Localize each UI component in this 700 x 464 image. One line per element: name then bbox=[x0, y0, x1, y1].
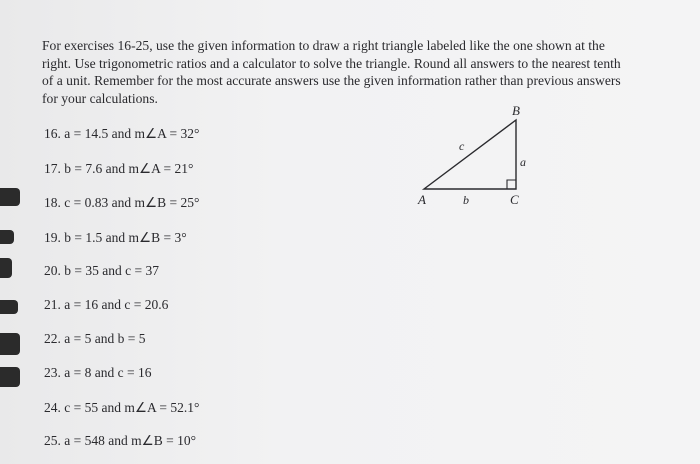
instructions-paragraph: For exercises 16-25, use the given information to draw a right triangle labeled like the one shown at the right. Use trigonometric ratios and a calculator to solve the triangle. Round all answers to the nearest tenth of a unit. Remember for the most accurate answers use the given information rather than previous answers for your calculations. bbox=[42, 38, 621, 106]
side-a-label: a bbox=[520, 155, 526, 169]
exercise-23: 23. a = 8 and c = 16 bbox=[44, 365, 152, 380]
exercise-19: 19. b = 1.5 and m∠B = 3° bbox=[44, 230, 187, 245]
binder-tab bbox=[0, 333, 20, 355]
vertex-b-label: B bbox=[512, 103, 520, 118]
exercise-22: 22. a = 5 and b = 5 bbox=[44, 331, 146, 346]
binder-tab bbox=[0, 230, 14, 244]
right-triangle-diagram bbox=[408, 100, 548, 210]
exercise-16: 16. a = 14.5 and m∠A = 32° bbox=[44, 126, 200, 141]
binder-tab bbox=[0, 188, 20, 206]
exercise-17: 17. b = 7.6 and m∠A = 21° bbox=[44, 161, 194, 176]
side-b-label: b bbox=[463, 193, 469, 207]
binder-tab bbox=[0, 300, 18, 314]
vertex-a-label: A bbox=[418, 192, 426, 207]
side-c-label: c bbox=[459, 139, 465, 153]
exercise-20: 20. b = 35 and c = 37 bbox=[44, 263, 159, 278]
exercise-24: 24. c = 55 and m∠A = 52.1° bbox=[44, 400, 200, 415]
binder-tab bbox=[0, 258, 12, 278]
exercise-25: 25. a = 548 and m∠B = 10° bbox=[44, 433, 196, 448]
exercise-21: 21. a = 16 and c = 20.6 bbox=[44, 297, 169, 312]
triangle-shape bbox=[424, 120, 516, 189]
right-angle-marker bbox=[507, 180, 516, 189]
exercise-18: 18. c = 0.83 and m∠B = 25° bbox=[44, 195, 200, 210]
binder-tab bbox=[0, 367, 20, 387]
vertex-c-label: C bbox=[510, 192, 519, 207]
